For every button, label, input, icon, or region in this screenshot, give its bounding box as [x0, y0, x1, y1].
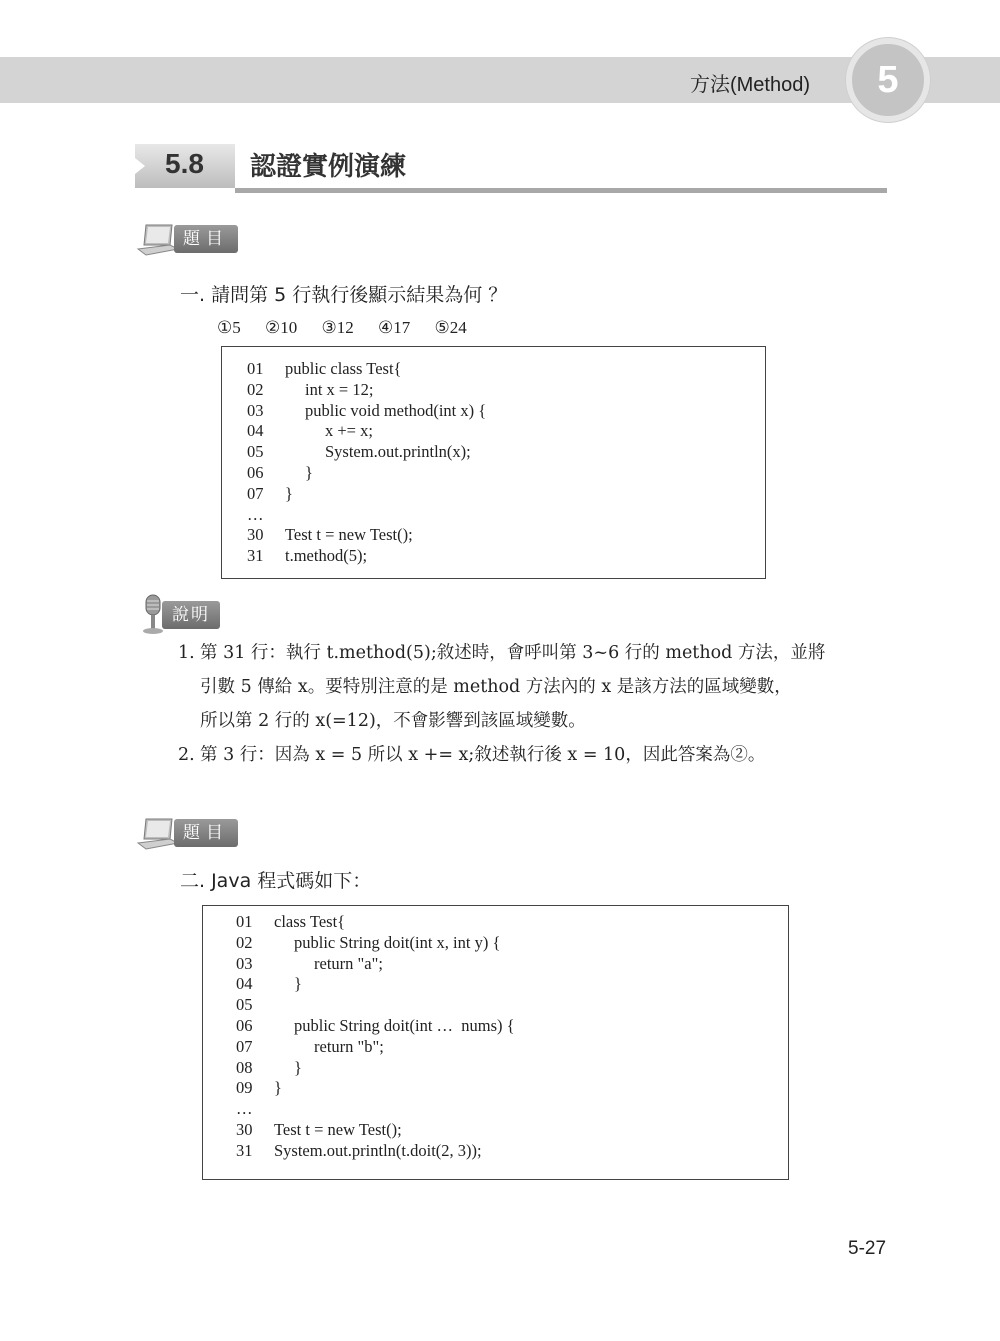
code-line-number: 04 [236, 974, 253, 994]
question-1-text: 一. 請問第 5 行執行後顯示結果為何 ？ [180, 284, 508, 306]
chapter-number-badge [846, 38, 930, 122]
option-3: ③12 [321, 318, 354, 337]
code-line-number: 01 [247, 359, 264, 378]
code-line-text: public String doit(int x, int y) { [294, 932, 501, 952]
code-line-number: 02 [247, 379, 264, 399]
chapter-title: 方法(Method) [689, 74, 810, 96]
code-line-number: 03 [247, 400, 264, 420]
option-5: ⑤24 [434, 318, 467, 337]
code-line-number: 31 [236, 1140, 253, 1160]
code-line-number: 01 [236, 912, 253, 931]
code-line-text: public String doit(int … nums) { [294, 1016, 515, 1035]
code-line-number: 07 [247, 483, 264, 503]
explanation-line: 第 3 行：因為 x = 5 所以 x += x;敘述執行後 x = 10，因此答案為②。 [200, 745, 766, 765]
code-line-text: public class Test{ [285, 359, 402, 378]
explanation-line: 第 31 行：執行 t.method(5);敘述時，會呼叫第 3~6 行的 method 方法，並將 [200, 643, 826, 663]
code-line-text: } [294, 1057, 302, 1077]
code-line-text: } [285, 483, 293, 503]
code-line-number: 06 [247, 463, 264, 482]
code-line-number: 07 [236, 1036, 253, 1056]
option-2: ②10 [265, 318, 298, 337]
option-4: ④17 [378, 318, 411, 337]
code-line-text: public void method(int x) { [305, 400, 487, 420]
code-line-number: 05 [236, 995, 253, 1015]
code-line-number: 09 [236, 1078, 253, 1098]
answer-options [217, 318, 487, 338]
section-arrow-icon [135, 158, 145, 174]
code-line-text: return "a"; [314, 953, 383, 973]
explanation-item-1 [178, 636, 898, 738]
code-line-number: 06 [236, 1016, 253, 1035]
explanation-body [178, 636, 898, 772]
code-line-number: 02 [236, 932, 253, 952]
code-line-text: } [294, 974, 302, 994]
code-line-number: 05 [247, 442, 264, 462]
page-number: 5-27 [848, 1238, 887, 1259]
code-line-text: return "b"; [314, 1036, 384, 1056]
code-line-text: System.out.println(t.doit(2, 3)); [274, 1140, 482, 1160]
code-line-text: } [305, 463, 313, 482]
explanation-label-text: 說明 [162, 601, 220, 629]
code-line-text: Test t = new Test(); [274, 1120, 402, 1139]
chapter-number: 5 [877, 59, 899, 101]
code-line-text: Test t = new Test(); [285, 525, 413, 545]
section-heading [135, 144, 887, 194]
code-block-2 [202, 905, 789, 1180]
code-line-text: int x = 12; [305, 379, 374, 399]
explanation-item-number: 2. [178, 745, 195, 765]
explanation-item-number: 1. [178, 643, 195, 663]
section-number: 5.8 [165, 148, 204, 179]
question-label-text: 題目 [174, 225, 238, 253]
question-label-text: 題目 [174, 819, 238, 847]
code-line-number: 30 [247, 525, 264, 545]
section-title: 認證實例演練 [250, 152, 407, 182]
code-line-number: … [236, 1099, 253, 1119]
code-line-number: 04 [247, 421, 264, 441]
code-line-text: } [274, 1078, 282, 1098]
section-underline [235, 188, 887, 193]
code-line-number: … [247, 504, 264, 524]
code-line-number: 08 [236, 1057, 253, 1077]
code-line-text: x += x; [325, 421, 373, 441]
code-line-text: t.method(5); [285, 546, 368, 566]
code-line-number: 31 [247, 546, 264, 566]
question-2-text: 二. Java 程式碼如下： [180, 870, 372, 892]
code-line-number: 03 [236, 953, 253, 973]
code-line-number: 30 [236, 1120, 253, 1139]
code-line-text: System.out.println(x); [325, 442, 471, 462]
option-1: ①5 [217, 318, 241, 337]
explanation-line: 所以第 2 行的 x(=12)，不會影響到該區域變數。 [200, 711, 586, 731]
explanation-item-2 [178, 738, 898, 772]
code-line-text: class Test{ [274, 912, 346, 931]
explanation-line: 引數 5 傳給 x。要特別注意的是 method 方法內的 x 是該方法的區域變數， [200, 677, 792, 697]
code-block-1 [221, 346, 766, 579]
